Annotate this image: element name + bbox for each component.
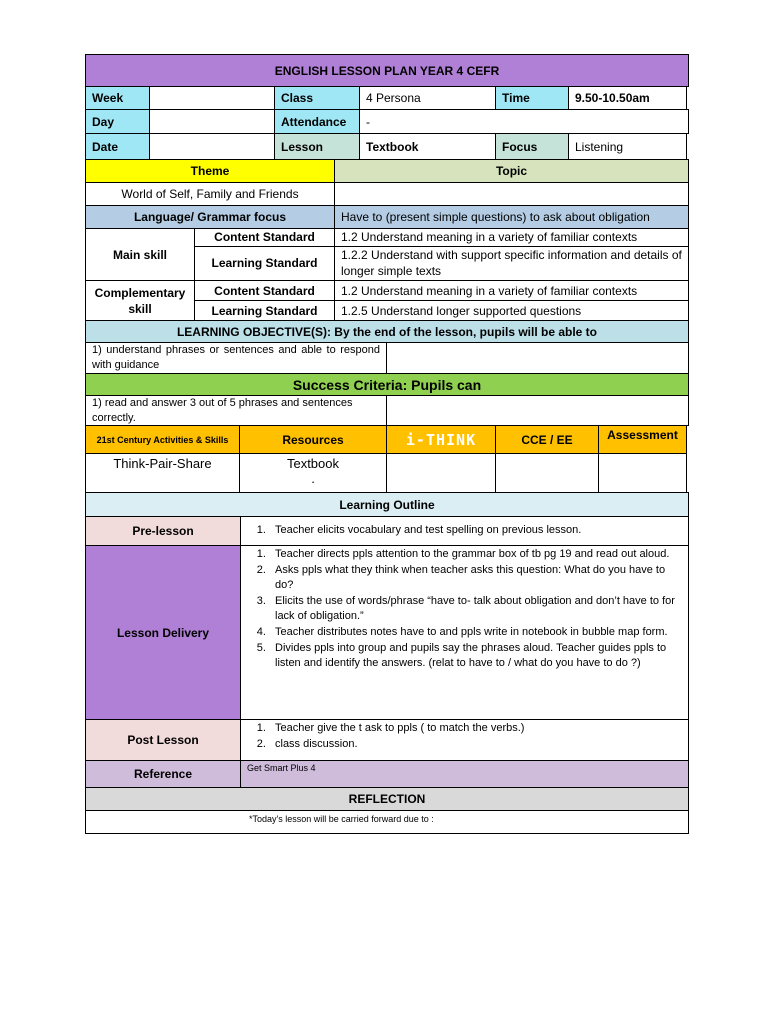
list-item: 5. Divides ppls into group and pupils say the phrases aloud. Teacher guides ppls to listen and identify the answers. (relat to have to / what do you have to do ?) [269,641,682,672]
lesson-delivery-list [247,547,682,672]
class-value: 4 Persona [359,86,496,110]
focus-label: Focus [495,133,569,160]
list-item: 2. Asks ppls what they think when teacher asks this question: What do you have to do? [269,563,682,594]
week-value [149,86,275,110]
list-item: 1. Teacher elicits vocabulary and test spelling on previous lesson. [269,523,581,539]
date-value [149,133,275,160]
comp-learning-value: 1.2.5 Understand longer supported questions [334,300,689,321]
reflection-note: *Today's lesson will be carried forward due to : [85,810,689,834]
main-content-label: Content Standard [194,228,335,247]
topic-value [334,182,689,206]
lesson-delivery-content [240,545,689,720]
header-resources: Resources [239,425,387,454]
week-label: Week [85,86,150,110]
time-label: Time [495,86,569,110]
focus-value: Listening [568,133,687,160]
success-blank [386,395,689,426]
comp-skill-label: Complementary skill [85,280,195,321]
comp-content-label: Content Standard [194,280,335,301]
objective-text: 1) understand phrases or sentences and able to respond with guidance [85,342,387,374]
attendance-value: - [359,109,689,134]
class-label: Class [274,86,360,110]
objective-blank [386,342,689,374]
lesson-plan-table [85,54,689,833]
grammar-value: Have to (present simple questions) to ask about obligation [334,205,689,229]
value-century-skills: Think-Pair-Share [85,453,240,493]
header-cce: CCE / EE [495,425,599,454]
reflection-label: REFLECTION [85,787,689,811]
day-label: Day [85,109,150,134]
time-value: 9.50-10.50am [568,86,687,110]
pre-lesson-content [240,516,689,546]
list-item: 3. Elicits the use of words/phrase “have to- talk about obligation and don’t have to for lack of obligation.” [269,594,682,625]
grammar-label: Language/ Grammar focus [85,205,335,229]
reference-value: Get Smart Plus 4 [240,760,689,788]
value-resources [239,453,387,493]
ithink-logo: i-THINK [405,430,477,449]
header-assessment: Assessment [598,425,687,454]
pre-lesson-list [247,523,581,539]
resources-dot: . [311,471,315,486]
value-cce [495,453,599,493]
post-lesson-content [240,719,689,761]
list-item: 1. Teacher give the t ask to ppls ( to match the verbs.) [269,721,524,737]
comp-content-value: 1.2 Understand meaning in a variety of familiar contexts [334,280,689,301]
lesson-delivery-label: Lesson Delivery [85,545,241,720]
value-assessment [598,453,687,493]
learning-outline-label: Learning Outline [85,492,689,517]
header-century-skills: 21st Century Activities & Skills [85,425,240,454]
post-lesson-list [247,721,524,752]
list-item: 1. Teacher directs ppls attention to the grammar box of tb pg 19 and read out aloud. [269,547,682,563]
success-criteria-label: Success Criteria: Pupils can [85,373,689,396]
attendance-label: Attendance [274,109,360,134]
value-ithink [386,453,496,493]
list-item: 2. class discussion. [269,737,524,753]
lesson-label: Lesson [274,133,360,160]
reference-label: Reference [85,760,241,788]
theme-value: World of Self, Family and Friends [85,182,335,206]
comp-learning-label: Learning Standard [194,300,335,321]
lesson-value: Textbook [359,133,496,160]
pre-lesson-label: Pre-lesson [85,516,241,546]
theme-label: Theme [85,159,335,183]
post-lesson-label: Post Lesson [85,719,241,761]
main-learning-label: Learning Standard [194,246,335,281]
objective-label: LEARNING OBJECTIVE(S): By the end of the lesson, pupils will be able to [85,320,689,343]
resources-text: Textbook [286,456,340,471]
main-skill-label: Main skill [85,228,195,281]
header-ithink [386,425,496,454]
day-value [149,109,275,134]
list-item: 4. Teacher distributes notes have to and ppls write in notebook in bubble map form. [269,625,682,641]
page-title: ENGLISH LESSON PLAN YEAR 4 CEFR [85,54,689,87]
topic-label: Topic [334,159,689,183]
main-learning-value: 1.2.2 Understand with support specific information and details of longer simple texts [334,246,689,281]
date-label: Date [85,133,150,160]
main-content-value: 1.2 Understand meaning in a variety of familiar contexts [334,228,689,247]
success-criteria-text: 1) read and answer 3 out of 5 phrases and sentences correctly. [85,395,387,426]
